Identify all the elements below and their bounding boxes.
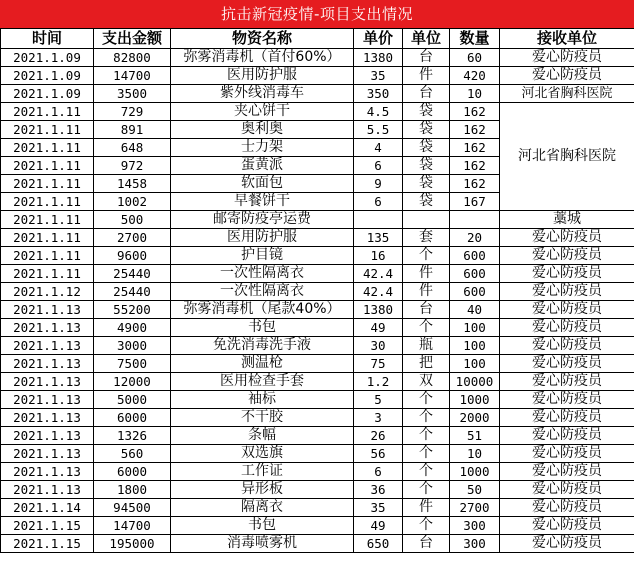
cell-date[interactable]: 2021.1.11 <box>1 193 94 211</box>
cell-unit[interactable]: 台 <box>403 301 450 319</box>
cell-unit[interactable]: 袋 <box>403 139 450 157</box>
cell-recipient[interactable]: 爱心防疫员 <box>500 499 634 517</box>
cell-unit[interactable]: 件 <box>403 67 450 85</box>
cell-amount[interactable]: 25440 <box>94 265 171 283</box>
cell-date[interactable]: 2021.1.13 <box>1 373 94 391</box>
cell-item[interactable]: 护目镜 <box>171 247 354 265</box>
cell-price[interactable]: 6 <box>354 463 403 481</box>
cell-item[interactable]: 一次性隔离衣 <box>171 283 354 301</box>
cell-recipient[interactable]: 爱心防疫员 <box>500 319 634 337</box>
table-row <box>1 49 634 67</box>
cell-unit[interactable]: 个 <box>403 445 450 463</box>
cell-recipient[interactable]: 爱心防疫员 <box>500 373 634 391</box>
cell-price[interactable]: 6 <box>354 193 403 211</box>
cell-recipient[interactable]: 爱心防疫员 <box>500 445 634 463</box>
cell-unit[interactable]: 个 <box>403 463 450 481</box>
cell-unit[interactable]: 台 <box>403 85 450 103</box>
table-row <box>1 373 634 391</box>
cell-amount[interactable]: 891 <box>94 121 171 139</box>
cell-date[interactable]: 2021.1.11 <box>1 211 94 229</box>
cell-recipient[interactable]: 爱心防疫员 <box>500 301 634 319</box>
cell-amount[interactable]: 6000 <box>94 409 171 427</box>
cell-price[interactable]: 4.5 <box>354 103 403 121</box>
table-row <box>1 445 634 463</box>
cell-price[interactable]: 16 <box>354 247 403 265</box>
cell-price[interactable]: 56 <box>354 445 403 463</box>
cell-qty[interactable]: 162 <box>450 175 500 193</box>
cell-item[interactable]: 双选旗 <box>171 445 354 463</box>
cell-amount[interactable]: 648 <box>94 139 171 157</box>
cell-amount[interactable]: 55200 <box>94 301 171 319</box>
cell-qty[interactable]: 100 <box>450 319 500 337</box>
cell-qty[interactable]: 167 <box>450 193 500 211</box>
cell-unit[interactable]: 套 <box>403 229 450 247</box>
cell-date[interactable]: 2021.1.09 <box>1 85 94 103</box>
cell-item[interactable]: 异形板 <box>171 481 354 499</box>
cell-item[interactable]: 条幅 <box>171 427 354 445</box>
cell-price[interactable]: 4 <box>354 139 403 157</box>
cell-price[interactable]: 3 <box>354 409 403 427</box>
cell-date[interactable]: 2021.1.11 <box>1 157 94 175</box>
cell-unit[interactable]: 件 <box>403 265 450 283</box>
cell-qty[interactable]: 162 <box>450 103 500 121</box>
cell-qty[interactable]: 20 <box>450 229 500 247</box>
cell-date[interactable]: 2021.1.09 <box>1 67 94 85</box>
cell-item[interactable]: 袖标 <box>171 391 354 409</box>
cell-qty[interactable]: 420 <box>450 67 500 85</box>
cell-amount[interactable]: 1458 <box>94 175 171 193</box>
cell-qty[interactable]: 1000 <box>450 391 500 409</box>
cell-unit[interactable]: 袋 <box>403 103 450 121</box>
table-row <box>1 103 634 121</box>
cell-unit[interactable]: 袋 <box>403 175 450 193</box>
header-row <box>1 29 634 49</box>
cell-item[interactable]: 书包 <box>171 517 354 535</box>
cell-qty[interactable] <box>450 211 500 229</box>
cell-price[interactable]: 1380 <box>354 49 403 67</box>
cell-qty[interactable]: 10 <box>450 445 500 463</box>
cell-amount[interactable]: 6000 <box>94 463 171 481</box>
cell-unit[interactable]: 个 <box>403 247 450 265</box>
cell-price[interactable]: 30 <box>354 337 403 355</box>
cell-qty[interactable]: 10000 <box>450 373 500 391</box>
cell-recipient[interactable]: 爱心防疫员 <box>500 283 634 301</box>
cell-unit[interactable]: 个 <box>403 517 450 535</box>
cell-date[interactable]: 2021.1.14 <box>1 499 94 517</box>
cell-unit[interactable]: 把 <box>403 355 450 373</box>
cell-item[interactable]: 书包 <box>171 319 354 337</box>
table-row <box>1 463 634 481</box>
cell-unit[interactable]: 袋 <box>403 157 450 175</box>
cell-date[interactable]: 2021.1.13 <box>1 481 94 499</box>
cell-qty[interactable]: 50 <box>450 481 500 499</box>
cell-item[interactable]: 紫外线消毒车 <box>171 85 354 103</box>
cell-amount[interactable]: 3500 <box>94 85 171 103</box>
cell-date[interactable]: 2021.1.13 <box>1 445 94 463</box>
table-row <box>1 391 634 409</box>
cell-qty[interactable]: 10 <box>450 85 500 103</box>
cell-recipient[interactable]: 爱心防疫员 <box>500 67 634 85</box>
cell-price[interactable]: 1380 <box>354 301 403 319</box>
cell-price[interactable]: 6 <box>354 157 403 175</box>
cell-date[interactable]: 2021.1.15 <box>1 517 94 535</box>
cell-date[interactable]: 2021.1.13 <box>1 355 94 373</box>
cell-date[interactable]: 2021.1.13 <box>1 301 94 319</box>
cell-item[interactable]: 蛋黄派 <box>171 157 354 175</box>
table-row <box>1 265 634 283</box>
cell-qty[interactable]: 300 <box>450 535 500 553</box>
table-row <box>1 301 634 319</box>
cell-date[interactable]: 2021.1.11 <box>1 103 94 121</box>
cell-price[interactable]: 135 <box>354 229 403 247</box>
cell-date[interactable]: 2021.1.11 <box>1 229 94 247</box>
cell-qty[interactable]: 162 <box>450 121 500 139</box>
cell-item[interactable]: 医用防护服 <box>171 229 354 247</box>
cell-unit[interactable]: 双 <box>403 373 450 391</box>
table-row <box>1 229 634 247</box>
cell-qty[interactable]: 100 <box>450 337 500 355</box>
header-amount[interactable]: 支出金额 <box>94 29 171 49</box>
cell-item[interactable]: 医用检查手套 <box>171 373 354 391</box>
cell-item[interactable]: 邮寄防疫亭运费 <box>171 211 354 229</box>
cell-date[interactable]: 2021.1.15 <box>1 535 94 553</box>
cell-amount[interactable]: 82800 <box>94 49 171 67</box>
header-unit[interactable]: 单位 <box>403 29 450 49</box>
cell-amount[interactable]: 14700 <box>94 67 171 85</box>
cell-qty[interactable]: 100 <box>450 355 500 373</box>
cell-amount[interactable]: 9600 <box>94 247 171 265</box>
cell-amount[interactable]: 4900 <box>94 319 171 337</box>
header-recipient[interactable]: 接收单位 <box>500 29 634 49</box>
cell-date[interactable]: 2021.1.13 <box>1 337 94 355</box>
cell-price[interactable]: 5 <box>354 391 403 409</box>
cell-item[interactable]: 弥雾消毒机（首付60%） <box>171 49 354 67</box>
cell-qty[interactable]: 2700 <box>450 499 500 517</box>
cell-price[interactable]: 350 <box>354 85 403 103</box>
header-item[interactable]: 物资名称 <box>171 29 354 49</box>
cell-price[interactable]: 650 <box>354 535 403 553</box>
cell-amount[interactable]: 14700 <box>94 517 171 535</box>
cell-item[interactable]: 隔离衣 <box>171 499 354 517</box>
cell-price[interactable]: 26 <box>354 427 403 445</box>
cell-date[interactable]: 2021.1.13 <box>1 427 94 445</box>
table-row <box>1 337 634 355</box>
cell-price[interactable]: 42.4 <box>354 283 403 301</box>
cell-date[interactable]: 2021.1.13 <box>1 409 94 427</box>
cell-date[interactable]: 2021.1.13 <box>1 319 94 337</box>
cell-unit[interactable]: 个 <box>403 481 450 499</box>
cell-date[interactable]: 2021.1.11 <box>1 175 94 193</box>
cell-recipient[interactable]: 爱心防疫员 <box>500 535 634 553</box>
cell-date[interactable]: 2021.1.11 <box>1 247 94 265</box>
cell-qty[interactable]: 60 <box>450 49 500 67</box>
header-qty[interactable]: 数量 <box>450 29 500 49</box>
cell-qty[interactable]: 600 <box>450 265 500 283</box>
cell-amount[interactable]: 1326 <box>94 427 171 445</box>
table-row <box>1 319 634 337</box>
cell-unit[interactable]: 袋 <box>403 121 450 139</box>
cell-amount[interactable]: 560 <box>94 445 171 463</box>
table-row <box>1 67 634 85</box>
cell-item[interactable]: 消毒喷雾机 <box>171 535 354 553</box>
table-row <box>1 517 634 535</box>
cell-recipient[interactable]: 爱心防疫员 <box>500 247 634 265</box>
cell-qty[interactable]: 1000 <box>450 463 500 481</box>
cell-date[interactable]: 2021.1.09 <box>1 49 94 67</box>
cell-amount[interactable]: 2700 <box>94 229 171 247</box>
cell-recipient[interactable]: 爱心防疫员 <box>500 517 634 535</box>
cell-unit[interactable] <box>403 211 450 229</box>
cell-unit[interactable]: 个 <box>403 427 450 445</box>
cell-price[interactable]: 35 <box>354 67 403 85</box>
cell-recipient[interactable]: 爱心防疫员 <box>500 427 634 445</box>
cell-recipient[interactable]: 爱心防疫员 <box>500 265 634 283</box>
cell-date[interactable]: 2021.1.11 <box>1 139 94 157</box>
cell-unit[interactable]: 台 <box>403 535 450 553</box>
cell-amount[interactable]: 7500 <box>94 355 171 373</box>
expense-table <box>0 28 634 553</box>
cell-recipient[interactable]: 爱心防疫员 <box>500 229 634 247</box>
cell-item[interactable]: 软面包 <box>171 175 354 193</box>
cell-price[interactable]: 49 <box>354 517 403 535</box>
cell-item[interactable]: 工作证 <box>171 463 354 481</box>
cell-qty[interactable]: 600 <box>450 283 500 301</box>
cell-amount[interactable]: 195000 <box>94 535 171 553</box>
table-row <box>1 85 634 103</box>
table-row <box>1 499 634 517</box>
cell-qty[interactable]: 51 <box>450 427 500 445</box>
cell-recipient[interactable]: 藁城 <box>500 211 634 229</box>
cell-recipient[interactable]: 爱心防疫员 <box>500 355 634 373</box>
cell-price[interactable]: 1.2 <box>354 373 403 391</box>
cell-date[interactable]: 2021.1.13 <box>1 391 94 409</box>
cell-amount[interactable]: 12000 <box>94 373 171 391</box>
cell-price[interactable]: 42.4 <box>354 265 403 283</box>
cell-price[interactable]: 36 <box>354 481 403 499</box>
cell-item[interactable]: 医用防护服 <box>171 67 354 85</box>
cell-item[interactable]: 一次性隔离衣 <box>171 265 354 283</box>
sheet-title: 抗击新冠疫情-项目支出情况 <box>0 0 634 28</box>
table-row <box>1 409 634 427</box>
cell-unit[interactable]: 个 <box>403 391 450 409</box>
cell-unit[interactable]: 个 <box>403 409 450 427</box>
cell-item[interactable]: 奥利奥 <box>171 121 354 139</box>
cell-item[interactable]: 免洗消毒洗手液 <box>171 337 354 355</box>
header-date[interactable]: 时间 <box>1 29 94 49</box>
table-row <box>1 535 634 553</box>
cell-recipient[interactable]: 爱心防疫员 <box>500 463 634 481</box>
cell-qty[interactable]: 162 <box>450 139 500 157</box>
table-row <box>1 427 634 445</box>
cell-item[interactable]: 夹心饼干 <box>171 103 354 121</box>
cell-unit[interactable]: 瓶 <box>403 337 450 355</box>
cell-item[interactable]: 测温枪 <box>171 355 354 373</box>
cell-amount[interactable]: 972 <box>94 157 171 175</box>
table-row <box>1 247 634 265</box>
cell-unit[interactable]: 个 <box>403 319 450 337</box>
cell-qty[interactable]: 300 <box>450 517 500 535</box>
cell-unit[interactable]: 袋 <box>403 193 450 211</box>
table-row <box>1 481 634 499</box>
cell-price[interactable]: 49 <box>354 319 403 337</box>
table-row <box>1 211 634 229</box>
cell-recipient[interactable]: 爱心防疫员 <box>500 409 634 427</box>
cell-unit[interactable]: 件 <box>403 499 450 517</box>
cell-amount[interactable]: 3000 <box>94 337 171 355</box>
cell-item[interactable]: 弥雾消毒机（尾款40%） <box>171 301 354 319</box>
cell-recipient[interactable]: 河北省胸科医院 <box>500 85 634 103</box>
header-price[interactable]: 单价 <box>354 29 403 49</box>
cell-qty[interactable]: 2000 <box>450 409 500 427</box>
cell-date[interactable]: 2021.1.11 <box>1 121 94 139</box>
cell-amount[interactable]: 1800 <box>94 481 171 499</box>
cell-date[interactable]: 2021.1.13 <box>1 463 94 481</box>
cell-qty[interactable]: 600 <box>450 247 500 265</box>
cell-item[interactable]: 不干胶 <box>171 409 354 427</box>
cell-recipient[interactable]: 爱心防疫员 <box>500 49 634 67</box>
cell-recipient[interactable]: 爱心防疫员 <box>500 391 634 409</box>
cell-item[interactable]: 士力架 <box>171 139 354 157</box>
cell-unit[interactable]: 台 <box>403 49 450 67</box>
cell-amount[interactable]: 1002 <box>94 193 171 211</box>
cell-unit[interactable]: 件 <box>403 283 450 301</box>
cell-price[interactable]: 75 <box>354 355 403 373</box>
cell-amount[interactable]: 25440 <box>94 283 171 301</box>
cell-price[interactable] <box>354 211 403 229</box>
cell-recipient[interactable]: 爱心防疫员 <box>500 337 634 355</box>
cell-date[interactable]: 2021.1.11 <box>1 265 94 283</box>
cell-price[interactable]: 9 <box>354 175 403 193</box>
cell-date[interactable]: 2021.1.12 <box>1 283 94 301</box>
cell-amount[interactable]: 5000 <box>94 391 171 409</box>
cell-qty[interactable]: 40 <box>450 301 500 319</box>
cell-qty[interactable]: 162 <box>450 157 500 175</box>
cell-amount[interactable]: 94500 <box>94 499 171 517</box>
table-row <box>1 355 634 373</box>
table-row <box>1 283 634 301</box>
cell-price[interactable]: 5.5 <box>354 121 403 139</box>
cell-amount[interactable]: 729 <box>94 103 171 121</box>
cell-price[interactable]: 35 <box>354 499 403 517</box>
cell-recipient-merged[interactable]: 河北省胸科医院 <box>500 103 634 211</box>
cell-amount[interactable]: 500 <box>94 211 171 229</box>
cell-item[interactable]: 早餐饼干 <box>171 193 354 211</box>
cell-recipient[interactable]: 爱心防疫员 <box>500 481 634 499</box>
